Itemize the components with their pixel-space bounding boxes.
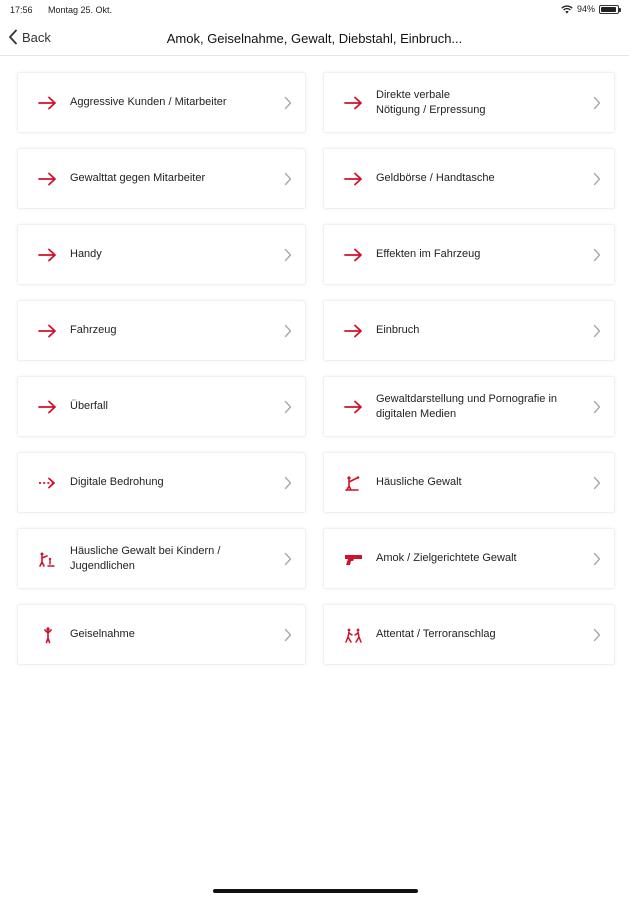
category-label: Aggressive Kunden / Mitarbeiter [70, 96, 227, 108]
category-card[interactable] [323, 224, 615, 285]
battery-percentage: 94% [576, 4, 595, 14]
chevron-right-icon [593, 476, 601, 490]
arrow-right-icon [38, 323, 58, 339]
status-bar [0, 0, 629, 20]
category-label: Überfall [70, 400, 108, 412]
category-card[interactable] [323, 604, 615, 665]
category-card[interactable] [323, 376, 615, 437]
chevron-right-icon [284, 628, 292, 642]
arrow-right-icon [344, 399, 364, 415]
battery-level [601, 7, 616, 12]
category-label: Gewalttat gegen Mitarbeiter [70, 172, 206, 184]
category-label: Direkte verbale Nötigung / Erpressung [376, 88, 486, 116]
chevron-right-icon [284, 248, 292, 262]
category-card[interactable] [17, 224, 306, 285]
category-label: Digitale Bedrohung [70, 476, 164, 488]
category-label: Geldbörse / Handtasche [376, 172, 495, 184]
category-card[interactable] [323, 452, 615, 513]
chevron-right-icon [593, 628, 601, 642]
category-label: Häusliche Gewalt bei Kindern / Jugendlichen [70, 544, 221, 572]
arrow-right-icon [38, 171, 58, 187]
category-label: Fahrzeug [70, 324, 117, 336]
category-label: Gewaltdarstellung und Pornografie in digitalen Medien [376, 392, 558, 420]
category-grid [17, 72, 615, 665]
category-card[interactable] [323, 148, 615, 209]
status-indicators [561, 4, 619, 14]
category-label: Handy [70, 248, 102, 260]
navigation-bar [0, 20, 629, 56]
chevron-right-icon [593, 172, 601, 186]
category-card[interactable] [17, 148, 306, 209]
status-date: Montag 25. Okt. [48, 5, 113, 15]
category-label: Amok / Zielgerichtete Gewalt [376, 552, 517, 564]
status-time: 17:56 [10, 5, 33, 15]
arrow-right-icon [344, 95, 364, 111]
arrow-right-icon [344, 247, 364, 263]
pistol-icon [344, 551, 364, 567]
hostage-icon [38, 627, 58, 643]
category-label: Geiselnahme [70, 628, 135, 640]
home-indicator[interactable] [213, 889, 418, 893]
chevron-right-icon [593, 96, 601, 110]
category-label: Effekten im Fahrzeug [376, 248, 481, 260]
child-violence-icon [38, 551, 58, 567]
arrow-right-icon [38, 399, 58, 415]
chevron-right-icon [284, 400, 292, 414]
category-label: Einbruch [376, 324, 420, 336]
chevron-right-icon [284, 324, 292, 338]
domestic-violence-icon [344, 475, 364, 491]
battery-icon [599, 5, 619, 14]
back-label: Back [22, 29, 51, 45]
category-card[interactable] [17, 604, 306, 665]
arrow-right-icon [344, 323, 364, 339]
chevron-right-icon [284, 476, 292, 490]
category-label: Häusliche Gewalt [376, 476, 462, 488]
wifi-icon [561, 5, 573, 14]
dotted-arrow-icon [38, 475, 58, 491]
category-card[interactable] [323, 528, 615, 589]
chevron-right-icon [284, 172, 292, 186]
category-card[interactable] [323, 300, 615, 361]
arrow-right-icon [344, 171, 364, 187]
chevron-right-icon [593, 552, 601, 566]
arrow-right-icon [38, 247, 58, 263]
chevron-right-icon [593, 248, 601, 262]
category-card[interactable] [17, 72, 306, 133]
chevron-right-icon [593, 400, 601, 414]
category-card[interactable] [17, 452, 306, 513]
category-card[interactable] [17, 528, 306, 589]
chevron-right-icon [593, 324, 601, 338]
chevron-right-icon [284, 96, 292, 110]
arrow-right-icon [38, 95, 58, 111]
category-label: Attentat / Terroranschlag [376, 628, 496, 640]
page-title: Amok, Geiselnahme, Gewalt, Diebstahl, Einbruch... [166, 31, 463, 46]
category-card[interactable] [323, 72, 615, 133]
chevron-right-icon [284, 552, 292, 566]
category-card[interactable] [17, 376, 306, 437]
attack-icon [344, 627, 364, 643]
category-card[interactable] [17, 300, 306, 361]
